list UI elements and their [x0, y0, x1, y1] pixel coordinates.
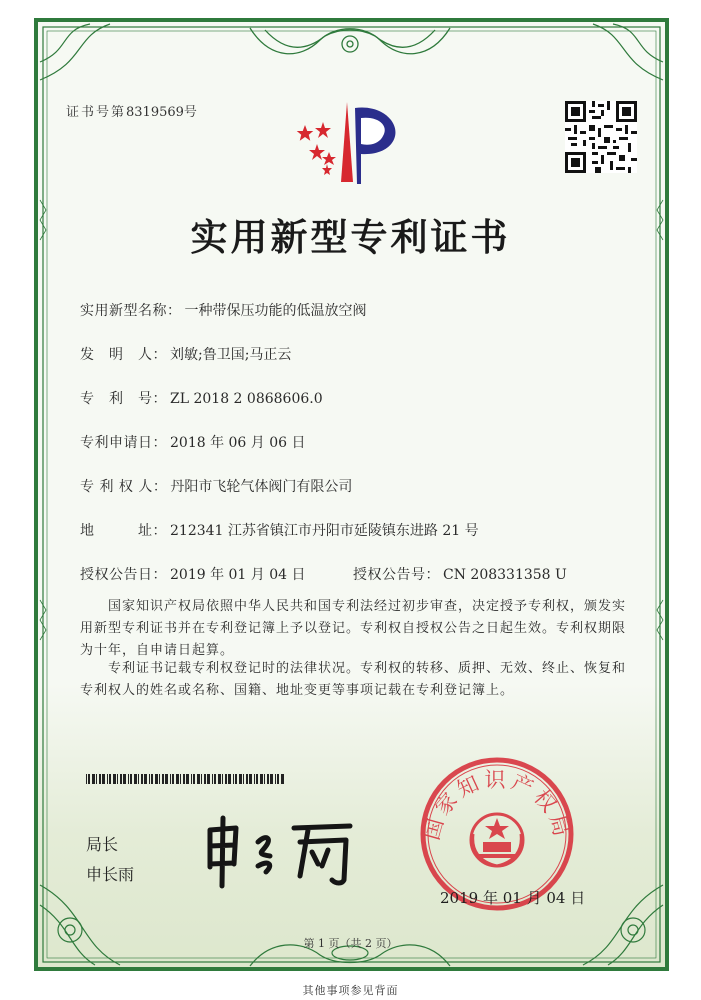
- field-value: CN 208331358 U: [443, 567, 567, 583]
- field-label: 专 利 权 人：: [80, 479, 168, 495]
- field-grant-number: [353, 564, 567, 584]
- director-title: 局长: [86, 835, 119, 854]
- field-patentee: [80, 476, 352, 496]
- field-grant-date: [80, 564, 306, 584]
- page-indicator: 第 1 页（共 2 页）: [303, 937, 398, 950]
- field-value: 刘敏;鲁卫国;马正云: [170, 347, 292, 363]
- field-label: 授权公告号：: [353, 567, 440, 583]
- field-filing-date: [80, 432, 306, 452]
- barcode-icon: [86, 774, 286, 784]
- footer-note: 其他事项参见背面: [302, 984, 399, 997]
- field-label: 专利申请日：: [80, 435, 167, 451]
- field-utility-model-name: [80, 300, 367, 320]
- field-value: ZL 2018 2 0868606.0: [170, 391, 323, 407]
- seal-text: 国家知识产权局: [419, 767, 575, 843]
- director-name: 申长雨: [86, 865, 135, 884]
- field-label: 地 址：: [80, 523, 167, 539]
- field-value: 212341 江苏省镇江市丹阳市延陵镇东进路 21 号: [170, 523, 479, 539]
- cert-number-suffix: 号: [183, 105, 199, 120]
- field-label: 专 利 号：: [80, 391, 167, 407]
- field-value: 2019 年 01 月 04 日: [170, 567, 306, 583]
- seal-date: 2019 年 01 月 04 日: [440, 889, 586, 907]
- field-patent-number: [80, 388, 323, 408]
- field-value: 一种带保压功能的低温放空阀: [184, 303, 367, 319]
- field-label: 发 明 人：: [80, 347, 167, 363]
- signature-icon: [196, 812, 366, 892]
- certificate-number: [66, 101, 199, 120]
- paragraph-grant-decision: 国家知识产权局依照中华人民共和国专利法经过初步审查，决定授予专利权，颁发实用新型专利证书并在专利登记簿上予以登记。专利权自授权公告之日起生效。专利权期限为十年，自申请日起算。: [80, 599, 627, 658]
- field-value: 2018 年 06 月 06 日: [170, 435, 306, 451]
- field-inventor: [80, 344, 291, 364]
- field-address: [80, 520, 479, 540]
- cert-number-value: 8319569: [126, 105, 184, 120]
- patent-office-logo-icon: [295, 94, 405, 186]
- field-label: 实用新型名称：: [80, 303, 182, 319]
- field-value: 丹阳市飞轮气体阀门有限公司: [170, 479, 353, 495]
- cert-number-prefix: 证书号第: [66, 105, 127, 120]
- qr-code-icon: [565, 101, 637, 173]
- field-label: 授权公告日：: [80, 567, 167, 583]
- paragraph-legal-status: 专利证书记载专利权登记时的法律状况。专利权的转移、质押、无效、终止、恢复和专利权人的姓名或名称、国籍、地址变更等事项记载在专利登记簿上。: [80, 661, 627, 698]
- certificate-title: 实用新型专利证书: [190, 215, 511, 259]
